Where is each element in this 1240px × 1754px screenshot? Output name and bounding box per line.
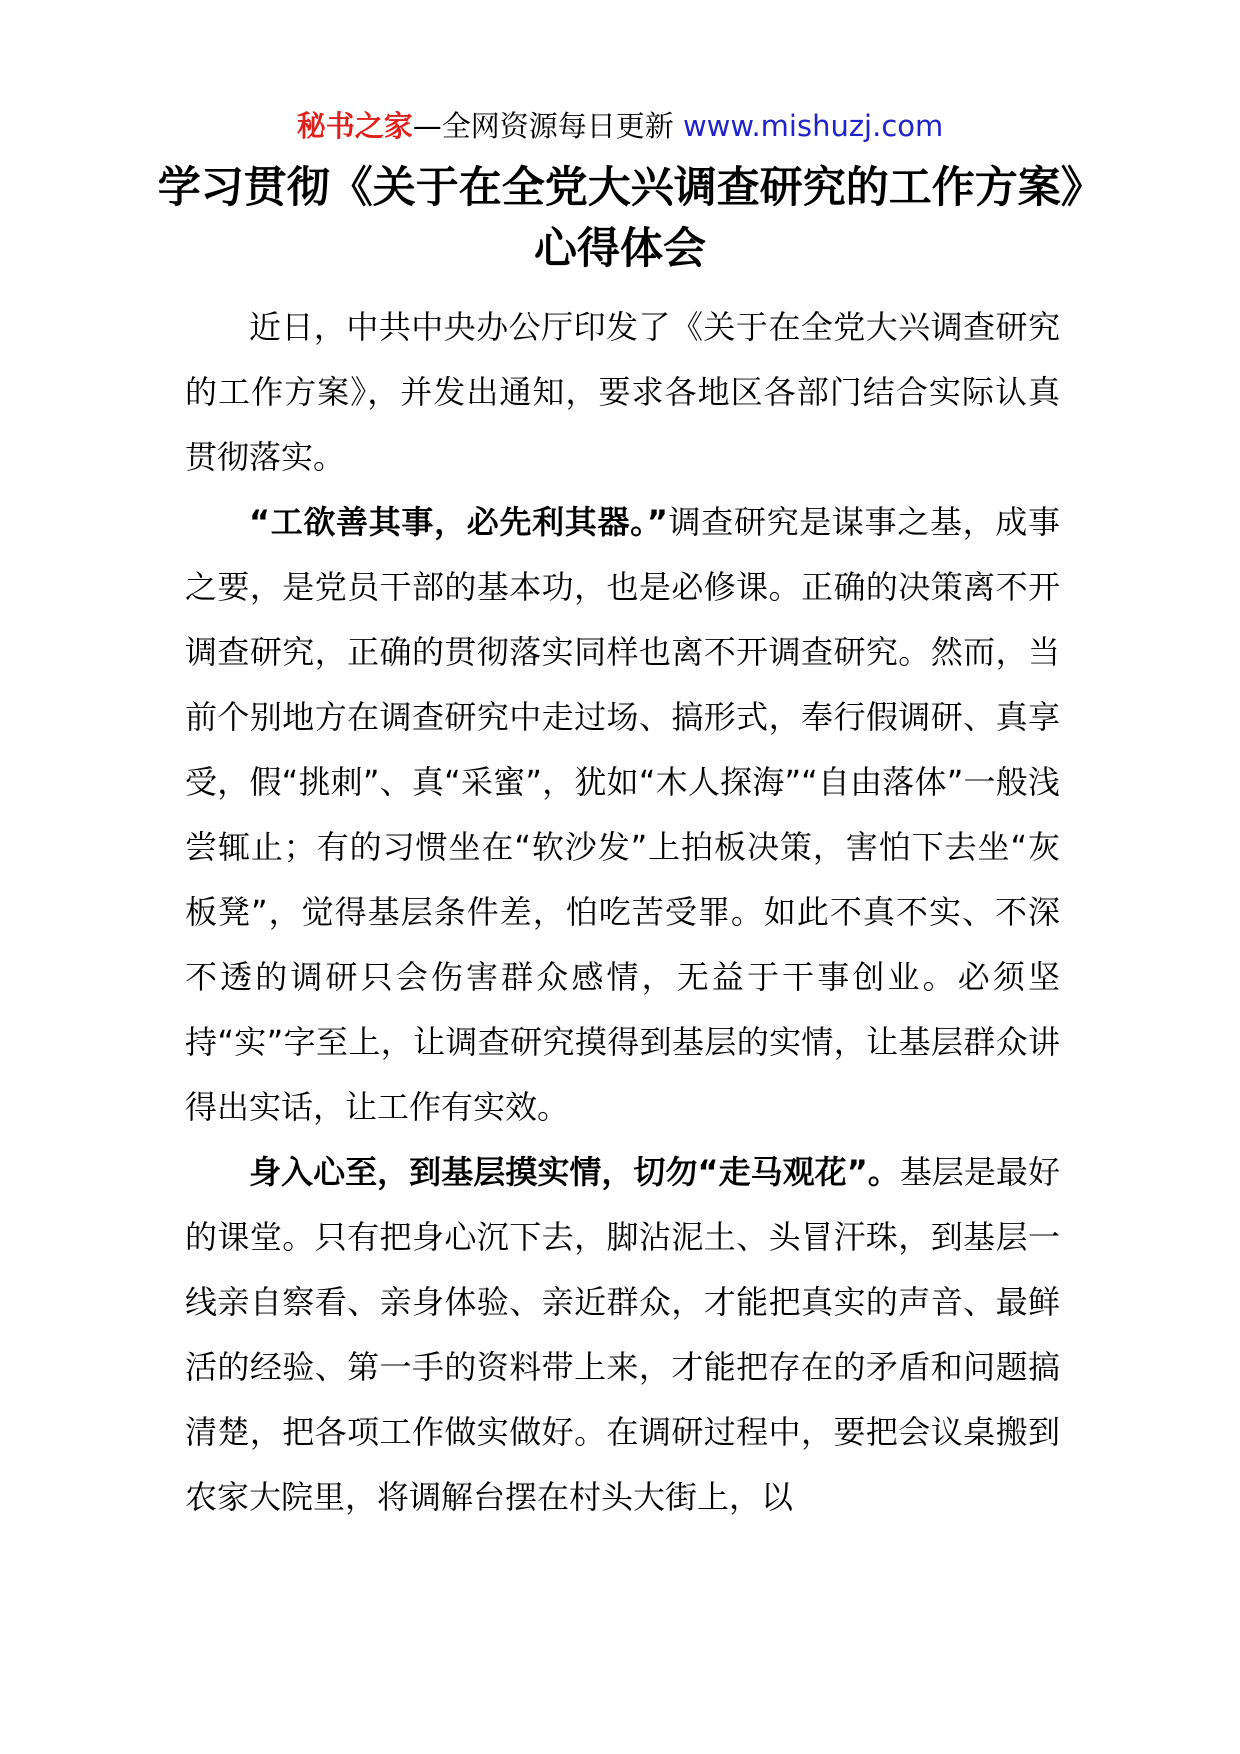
site-header [0,106,1240,146]
paragraph-lead: 身入心至，到基层摸实情，切勿“走马观花”。 [249,1153,900,1191]
paragraph-text: 近日，中共中央办公厅印发了《关于在全党大兴调查研究的工作方案》，并发出通知，要求各地区各部门结合实际认真贯彻落实。 [185,308,1060,476]
site-tagline: —全网资源每日更新 [412,109,683,143]
document-title: 学习贯彻《关于在全党大兴调查研究的工作方案》心得体会 [157,163,1083,274]
paragraph [185,1140,1060,1530]
site-brand: 秘书之家 [296,109,413,143]
document-body [185,295,1060,1530]
paragraph-lead: “工欲善其事，必先利其器。” [249,503,668,541]
site-url-link[interactable]: www.mishuzj.com [682,109,944,143]
paragraph [185,490,1060,1140]
paragraph-text: 调查研究是谋事之基，成事之要，是党员干部的基本功，也是必修课。正确的决策离不开调查研究，正确的贯彻落实同样也离不开调查研究。然而，当前个别地方在调查研究中走过场、搞形式，奉行假调研、真享受，假“挑刺”、真“采蜜”，犹如“木人探海”“自由落体”一般浅尝辄止；有的习惯坐在“软沙发”上拍板决策，害怕下去坐“灰板凳”，觉得基层条件差，怕吃苦受罪。如此不真不实、不深不透的调研只会伤害群众感情，无益于干事创业。必须坚持“实”字至上，让调查研究摸得到基层的实情，让基层群众讲得出实话，让工作有实效。 [185,503,1060,1126]
paragraph-text: 基层是最好的课堂。只有把身心沉下去，脚沾泥土、头冒汗珠，到基层一线亲自察看、亲身体验、亲近群众，才能把真实的声音、最鲜活的经验、第一手的资料带上来，才能把存在的矛盾和问题搞清楚，把各项工作做实做好。在调研过程中，要把会议桌搬到农家大院里，将调解台摆在村头大街上，以 [185,1153,1060,1516]
paragraph [185,295,1060,490]
